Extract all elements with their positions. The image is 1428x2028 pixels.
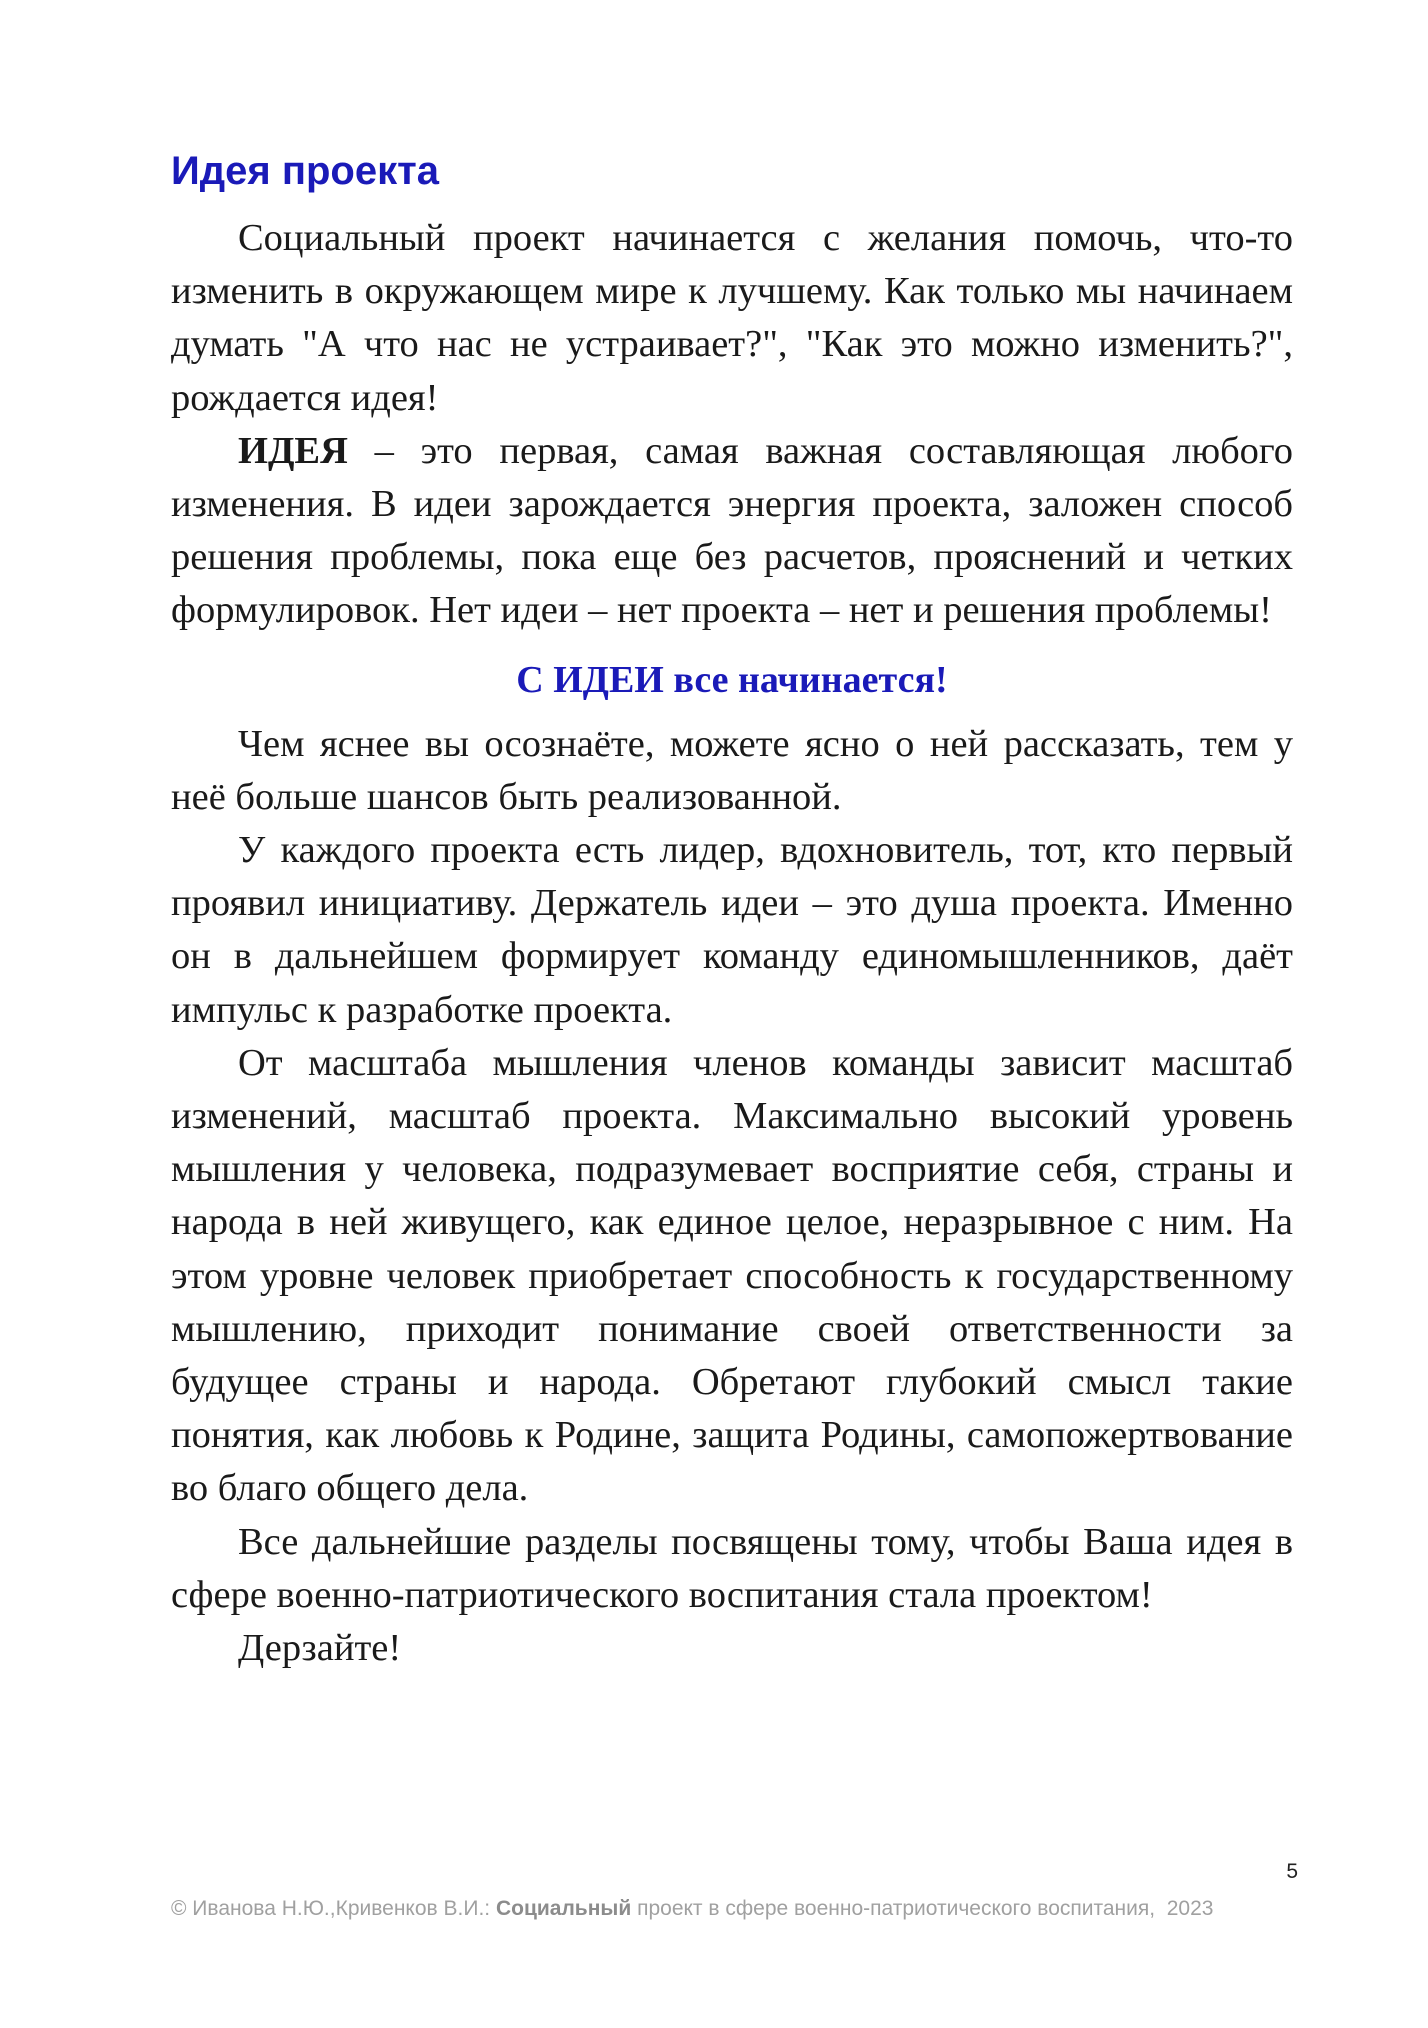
footer-authors: © Иванова Н.Ю.,Кривенков В.И.:	[171, 1897, 496, 1920]
paragraph-leader: У каждого проекта есть лидер, вдохновитель, тот, кто первый проявил инициативу. Держатель идеи – это душа проекта. Именно он в дальнейшем формирует команду единомышленников, даёт импульс к разработке проекта.	[171, 829, 1293, 1031]
paragraph-clarity: Чем яснее вы осознаёте, можете ясно о ней рассказать, тем у неё больше шансов быть реализованной.	[171, 722, 1293, 818]
footer-bold-word: Социальный	[495, 1897, 632, 1920]
idea-bold-term: ИДЕЯ	[238, 429, 348, 472]
page-content	[171, 140, 1293, 1675]
paragraph-closing: Дерзайте!	[238, 1627, 402, 1670]
section-heading: Идея проекта	[171, 149, 439, 193]
page-number: 5	[1286, 1860, 1298, 1883]
paragraph-sections: Все дальнейшие разделы посвящены тому, чтобы Ваша идея в сфере военно-патриотического воспитания стала проектом!	[171, 1520, 1293, 1616]
idea-definition-text: – это первая, самая важная составляющая любого изменения. В идеи зарождается энергия проекта, заложен способ решения проблемы, пока еще без расчетов, прояснений и четких формулировок. Нет идеи – нет проекта – нет и решения проблемы!	[171, 429, 1293, 632]
page-footer	[171, 1897, 1213, 1921]
paragraph-scale: От масштаба мышления членов команды зависит масштаб изменений, масштаб проекта. Максимально высокий уровень мышления у человека, подразумевает восприятие себя, страны и народа в ней живущего, как единое целое, неразрывное с ним. На этом уровне человек приобретает способность к государственному мышлению, приходит понимание своей ответственности за будущее страны и народа. Обретают глубокий смысл такие понятия, как любовь к Родине, защита Родины, самопожертвование во благо общего дела.	[171, 1041, 1293, 1510]
paragraph-idea-definition	[171, 425, 1293, 638]
callout-line: С ИДЕИ все начинается!	[516, 658, 948, 701]
paragraph-intro: Социальный проект начинается с желания помочь, что-то изменить в окружающем мире к лучшему. Как только мы начинаем думать "А что нас не устраивает?", "Как это можно изменить?", рождается идея!	[171, 217, 1293, 419]
footer-title: проект в сфере военно-патриотического воспитания, 2023	[631, 1897, 1214, 1920]
